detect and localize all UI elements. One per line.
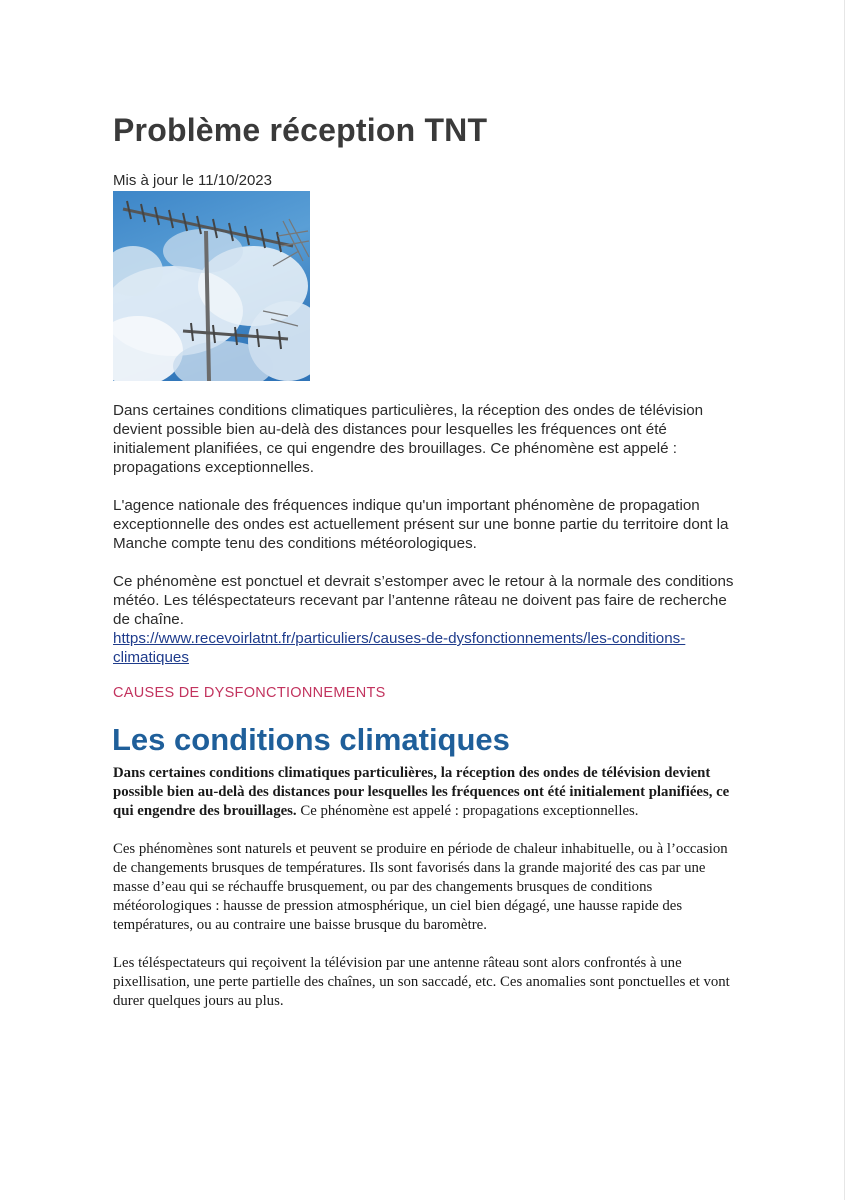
tv-antenna-sky-photo [113,191,310,381]
page-edge-divider [844,0,845,1200]
source-link[interactable]: https://www.recevoirlatnt.fr/particuliers/causes-de-dysfonctionnements/les-conditions-climatiques [113,630,686,666]
section-title: Les conditions climatiques [112,722,510,757]
intro-paragraph-1: Dans certaines conditions climatiques particulières, la réception des ondes de télévision devient possible bien au-delà des distances pour lesquelles les fréquences ont été initialement planifiées, ce qui engendre des brouillages. Ce phénomène est appelé : propagations exceptionnelles. [113,402,704,476]
intro-paragraph-2: L'agence nationale des fréquences indique qu'un important phénomène de propagation exceptionnelle des ondes est actuellement présent sur une bonne partie du territoire dont la Manche compte tenu des conditions météorologiques. [113,497,729,552]
section-label: CAUSES DE DYSFONCTIONNEMENTS [113,685,386,701]
section-paragraph-1 [113,764,733,821]
section-paragraph-2: Ces phénomènes sont naturels et peuvent se produire en période de chaleur inhabituelle, ou à l’occasion de changements brusques de températures. Ils sont favorisés dans la grande majorité des cas par une masse d’eau qui se réchauffe brusquement, ou par des changements brusques de conditions météorologiques : hausse de pression atmosphérique, un ciel bien dégagé, une hausse rapide des températures, ou au contraire une baisse brusque du baromètre. [113,841,728,933]
section-body [113,764,733,1030]
section-paragraph-1-bold: Dans certaines conditions climatiques particulières, la réception des ondes de télévision devient possible bien au-delà des distances pour lesquelles les fréquences ont été initialement planifiées, ce qui engendre des brouillages. [113,765,730,819]
page-title: Problème réception TNT [113,112,488,148]
update-date: Mis à jour le 11/10/2023 [113,172,272,189]
section-paragraph-3: Les téléspectateurs qui reçoivent la télévision par une antenne râteau sont alors confrontés à une pixellisation, une perte partielle des chaînes, un son saccadé, etc. Ces anomalies sont ponctuelles et vont durer quelques jours au plus. [113,955,730,1009]
intro-paragraph-3: Ce phénomène est ponctuel et devrait s’estomper avec le retour à la normale des conditions météo. Les téléspectateurs recevant par l’antenne râteau ne doivent pas faire de recherche de chaîne. [113,573,734,628]
section-paragraph-1-rest: Ce phénomène est appelé : propagations exceptionnelles. [296,803,639,819]
intro-text [113,401,738,667]
